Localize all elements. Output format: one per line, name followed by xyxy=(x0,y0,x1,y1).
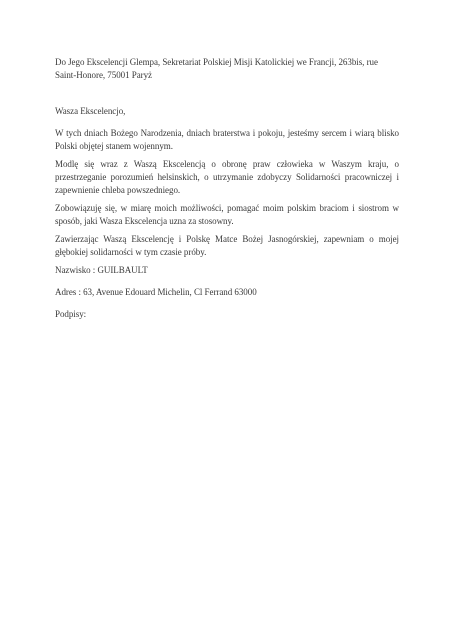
sender-name: Nazwisko : GUILBAULT xyxy=(55,265,148,275)
salutation: Wasza Ekscelencjo, xyxy=(55,106,126,116)
sender-address: Adres : 63, Avenue Edouard Michelin, Cl Ferrand 63000 xyxy=(55,287,257,297)
signature-label: Podpisy: xyxy=(55,309,87,319)
recipient-address: Do Jego Ekscelencji Glempa, Sekretariat Polskiej Misji Katolickiej we Francji, 263bis, rue Saint-Honore, 75001 Paryż xyxy=(55,57,378,80)
body-paragraph-4: Zawierzając Waszą Ekscelencję i Polskę Matce Bożej Jasnogórskiej, zapewniam o mojej głębokiej solidarności w tym czasie próby. xyxy=(55,234,399,257)
body-paragraph-2: Modlę się wraz z Waszą Ekscelencją o obronę praw człowieka w Waszym kraju, o przestrzeganie porozumień helsinskich, o utrzymanie zdobyczy Solidarności pracowniczej i zapewnienie chleba powszedniego. xyxy=(55,159,399,195)
body-paragraph-3: Zobowiązuję się, w miarę moich możliwości, pomagać moim polskim braciom i siostrom w sposób, jaki Wasza Ekscelencja uzna za stosowny. xyxy=(55,203,399,226)
body-paragraph-1: W tych dniach Bożego Narodzenia, dniach braterstwa i pokoju, jesteśmy sercem i wiarą blisko Polski objętej stanem wojennym. xyxy=(55,128,399,151)
